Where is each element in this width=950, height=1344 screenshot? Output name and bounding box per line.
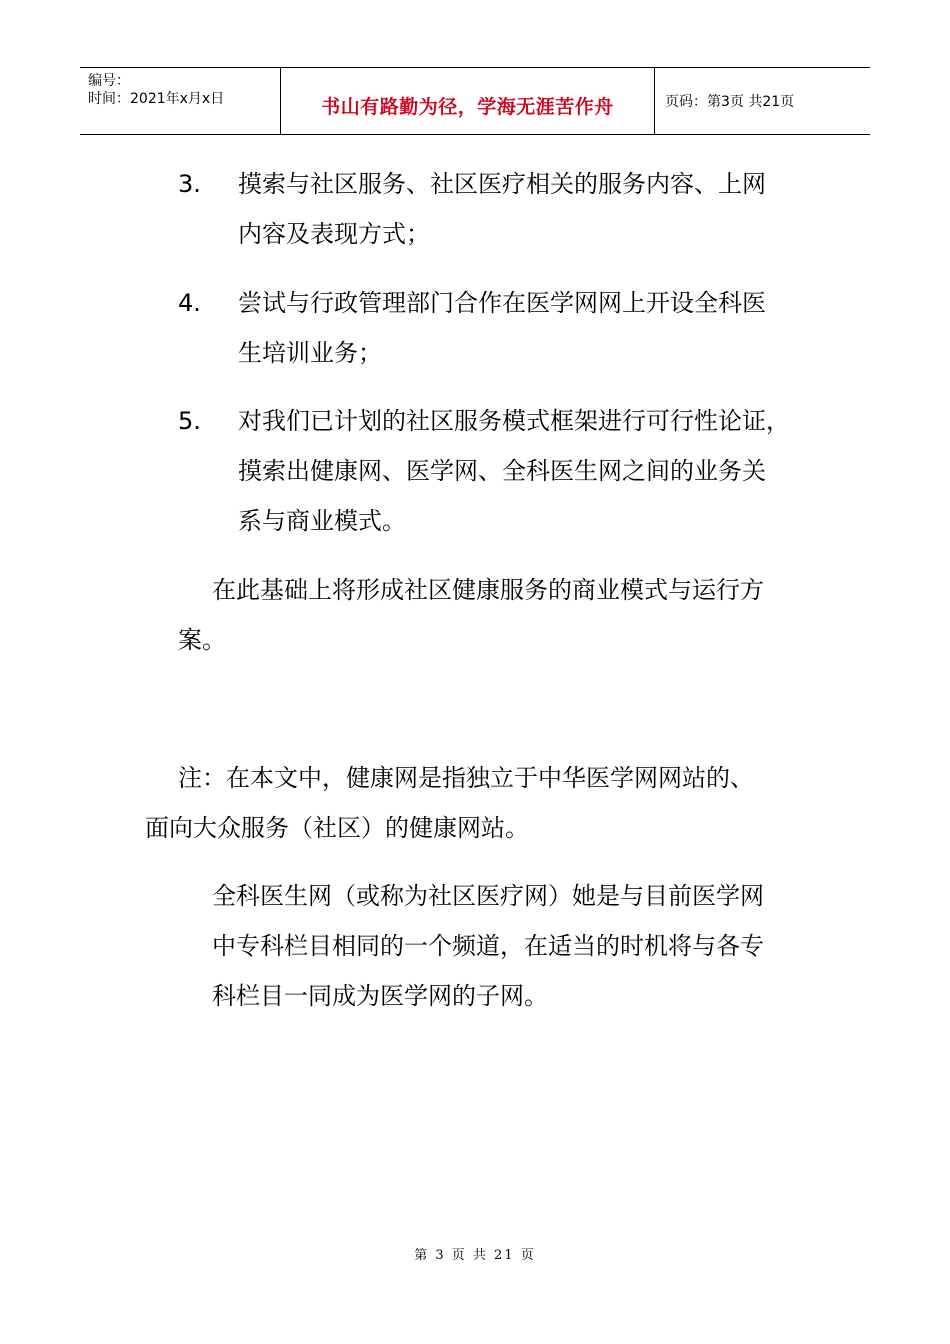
list-item-number: 4.	[178, 289, 201, 317]
list-item-line: 对我们已计划的社区服务模式框架进行可行性论证，	[238, 407, 790, 435]
header-meta	[80, 68, 281, 134]
list-item-line: 尝试与行政管理部门合作在医学网网上开设全科医	[238, 289, 766, 317]
header-motto-cell	[281, 68, 655, 134]
note2-line: 科栏目一同成为医学网的子网。	[212, 982, 548, 1010]
list-item-number: 5.	[178, 407, 201, 435]
header-page-label: 页码：第3页 共21页	[665, 94, 795, 110]
list-item-line: 摸索与社区服务、社区医疗相关的服务内容、上网	[238, 170, 766, 198]
list-item	[178, 159, 818, 259]
list-item-line: 生培训业务；	[238, 339, 382, 367]
header-motto: 书山有路勤为径，学海无涯苦作舟	[321, 95, 614, 118]
note2-line: 中专科栏目相同的一个频道，在适当的时机将与各专	[212, 932, 764, 960]
note-line: 注：在本文中，健康网是指独立于中华医学网网站的、	[178, 764, 754, 792]
header-page-cell	[655, 68, 870, 134]
list-item	[178, 396, 818, 546]
list-item-line: 内容及表现方式；	[238, 220, 430, 248]
list-item-line: 摸索出健康网、医学网、全科医生网之间的业务关	[238, 457, 766, 485]
note-line: 面向大众服务（社区）的健康网站。	[145, 814, 529, 842]
list-item-number: 3.	[178, 170, 201, 198]
page-footer: 第 3 页 共 21 页	[414, 1248, 536, 1263]
list-item-line: 系与商业模式。	[238, 507, 406, 535]
page-header	[80, 67, 870, 135]
doc-date-label: 时间：2021年x月x日	[88, 91, 225, 107]
list-item	[178, 278, 818, 378]
summary-line: 案。	[178, 626, 226, 654]
summary-line: 在此基础上将形成社区健康服务的商业模式与运行方	[212, 576, 764, 604]
note2-line: 全科医生网（或称为社区医疗网）她是与目前医学网	[212, 882, 764, 910]
doc-code-label: 编号：	[88, 73, 130, 89]
